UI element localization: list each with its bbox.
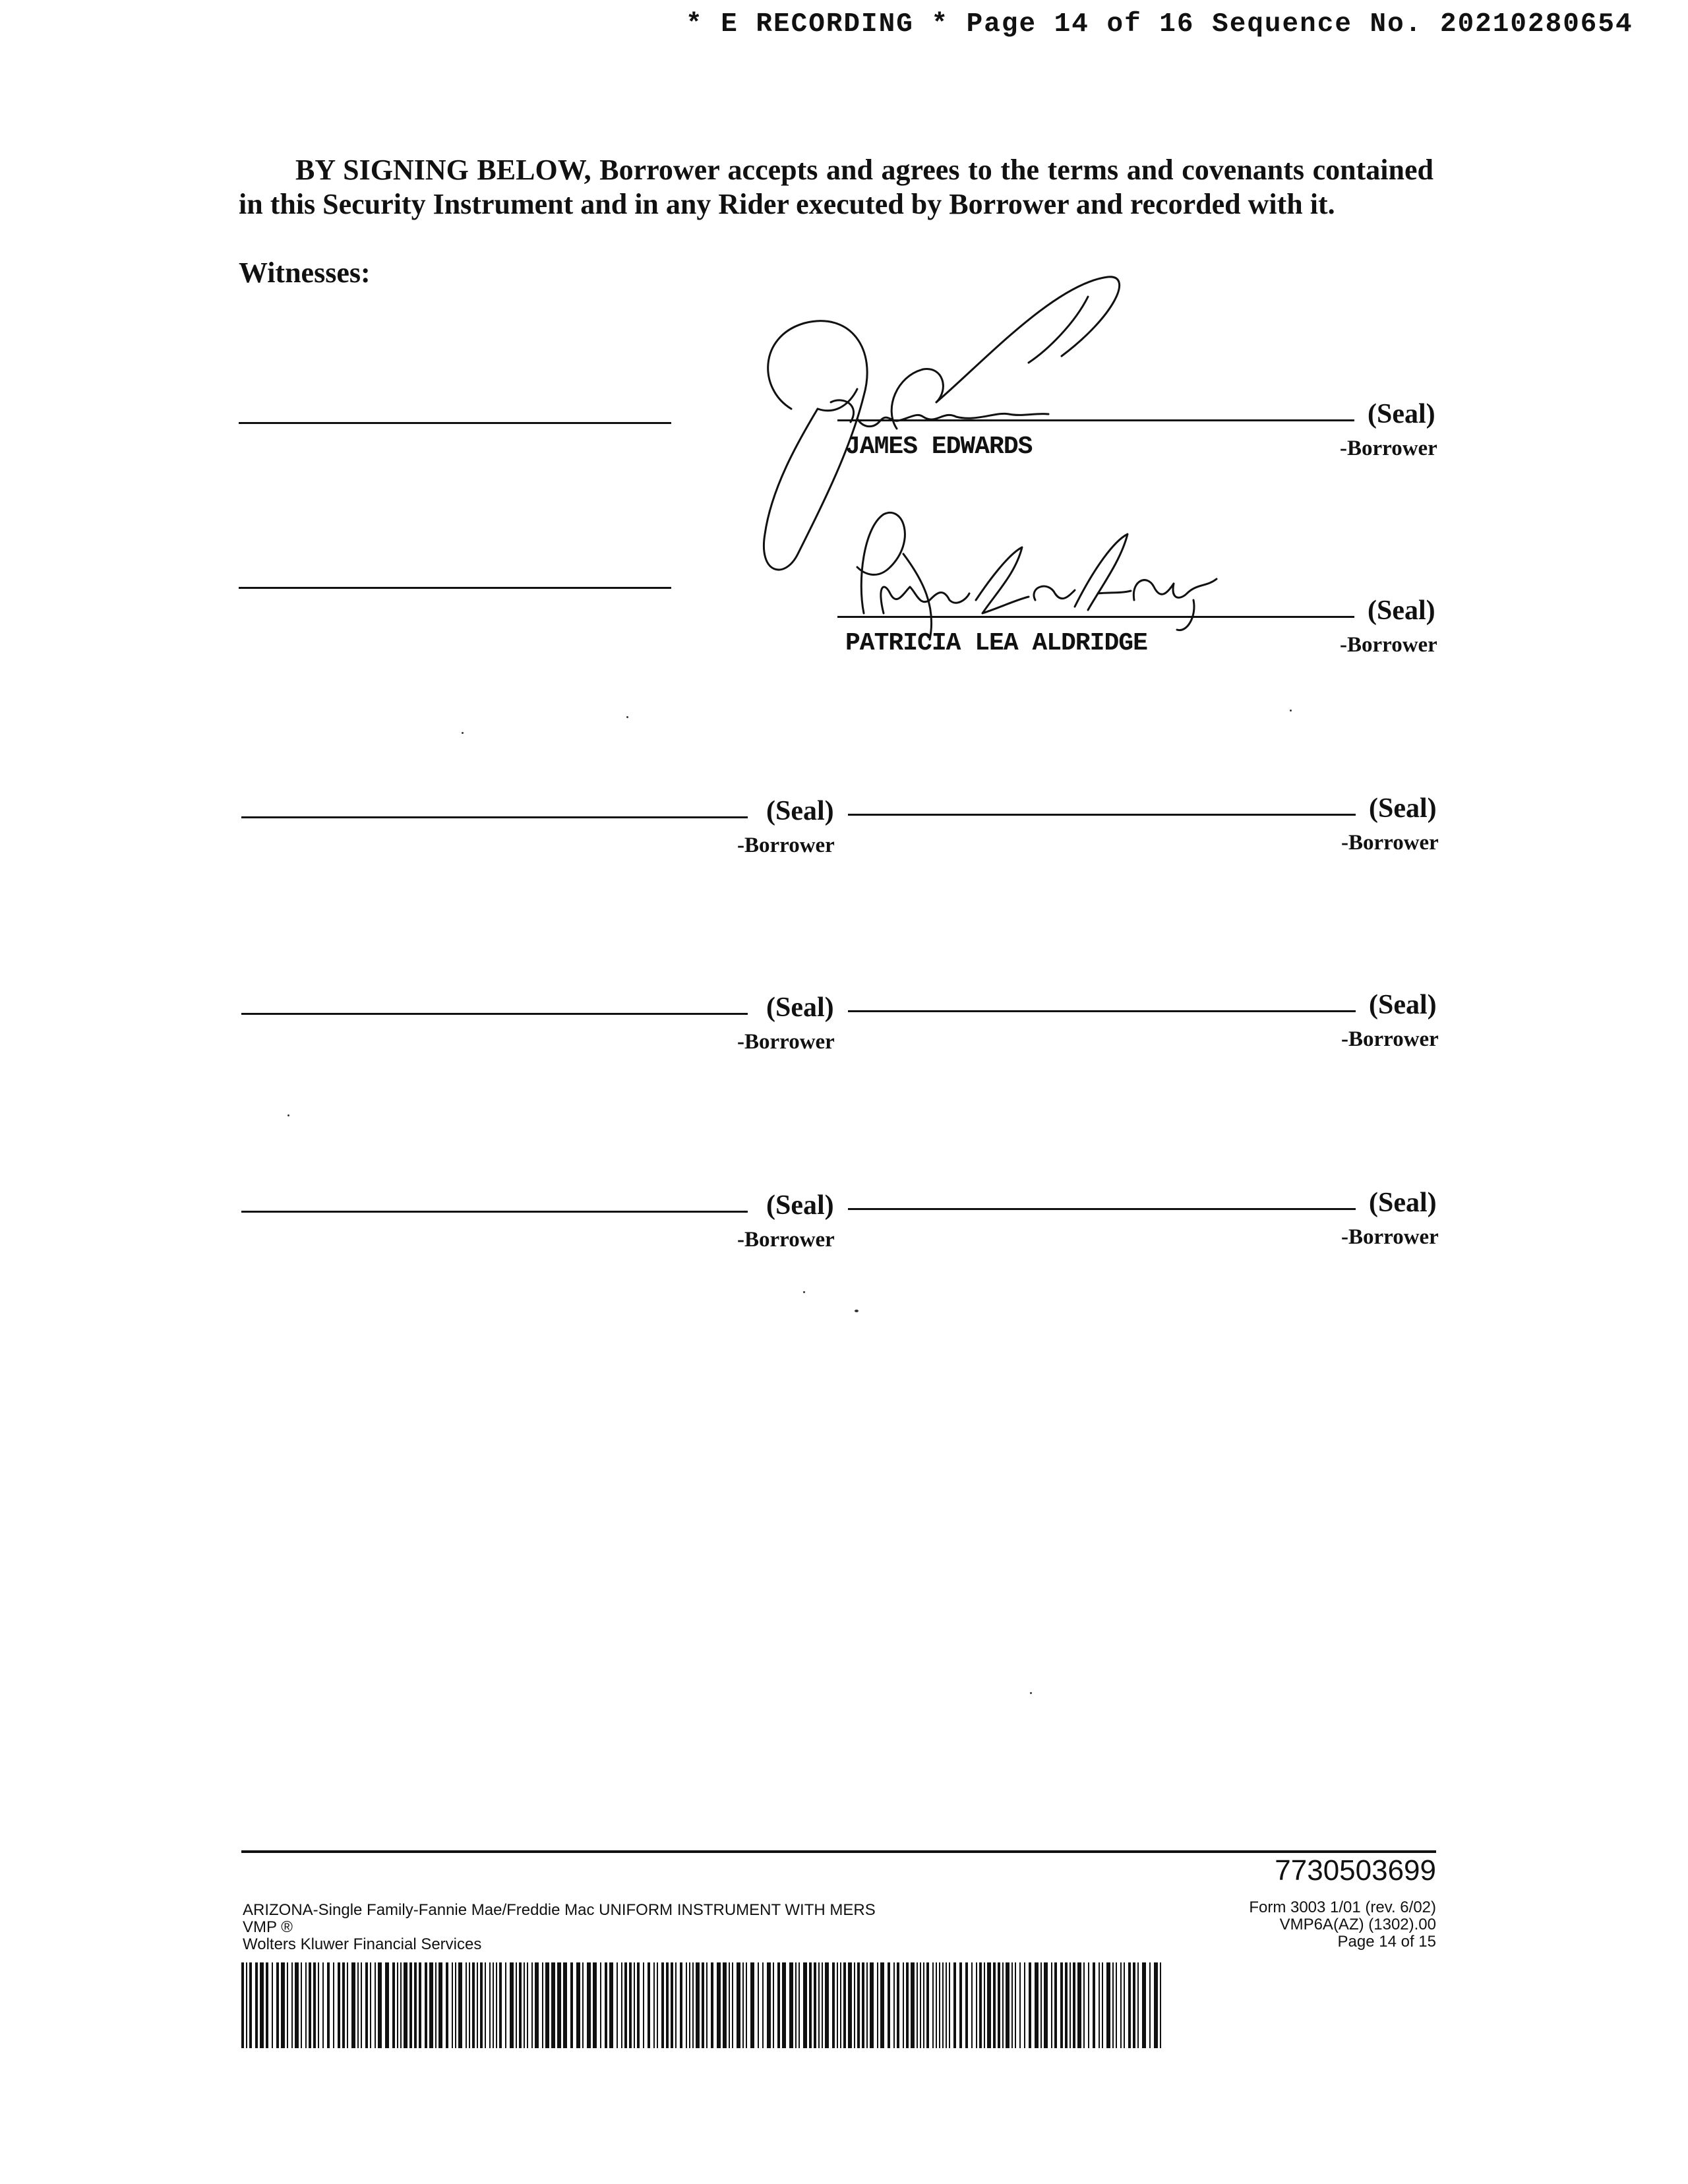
footer-form-info xyxy=(243,1902,876,1953)
barcode-bar xyxy=(1024,1962,1025,2048)
borrower-label: -Borrower xyxy=(1340,633,1437,657)
barcode-bar xyxy=(365,1962,368,2048)
barcode-bar xyxy=(291,1962,293,2048)
barcode-bar xyxy=(686,1962,687,2048)
barcode-bar xyxy=(837,1962,838,2048)
barcode-bar xyxy=(333,1962,334,2048)
barcode-bar xyxy=(519,1962,522,2048)
signature-james-edwards xyxy=(745,264,1167,580)
barcode-bar xyxy=(689,1962,690,2048)
barcode-bar xyxy=(249,1962,252,2048)
signature-line[interactable] xyxy=(241,816,748,818)
barcode-bar xyxy=(489,1962,491,2048)
barcode-bar xyxy=(866,1962,868,2048)
barcode-bar xyxy=(322,1962,324,2048)
barcode-bar xyxy=(357,1962,359,2048)
signature-line[interactable] xyxy=(241,1211,748,1213)
barcode-bar xyxy=(485,1962,486,2048)
barcode-bar xyxy=(706,1962,708,2048)
barcode-bar xyxy=(897,1962,899,2048)
barcode-bar xyxy=(524,1962,525,2048)
barcode-bar xyxy=(375,1962,376,2048)
barcode-bar xyxy=(832,1962,835,2048)
barcode-bar xyxy=(880,1962,884,2048)
barcode-bar xyxy=(702,1962,704,2048)
barcode-bar xyxy=(949,1962,950,2048)
barcode-bar xyxy=(732,1962,733,2048)
borrower-label: -Borrower xyxy=(1341,1027,1439,1051)
barcode-bar xyxy=(542,1962,543,2048)
barcode-bar xyxy=(971,1962,973,2048)
barcode-bar xyxy=(1006,1962,1010,2048)
borrower-label: -Borrower xyxy=(1341,1225,1439,1249)
barcode-bar xyxy=(557,1962,561,2048)
barcode-bar xyxy=(773,1962,774,2048)
barcode-bar xyxy=(338,1962,340,2048)
barcode-bar xyxy=(782,1962,786,2048)
barcode-bar xyxy=(939,1962,940,2048)
seal-label: (Seal) xyxy=(766,796,834,826)
barcode-bar xyxy=(260,1962,264,2048)
barcode-bar xyxy=(840,1962,841,2048)
barcode-bar xyxy=(634,1962,635,2048)
seal-label: (Seal) xyxy=(1369,990,1437,1020)
barcode-bar xyxy=(593,1962,597,2048)
barcode-bar xyxy=(361,1962,362,2048)
barcode-bar xyxy=(818,1962,820,2048)
barcode-bar xyxy=(857,1962,860,2048)
barcode-bar xyxy=(862,1962,864,2048)
barcode-bar xyxy=(469,1962,470,2048)
barcode-bar xyxy=(637,1962,640,2048)
barcode-bar xyxy=(301,1962,302,2048)
barcode-bar xyxy=(305,1962,307,2048)
barcode-bar xyxy=(814,1962,816,2048)
barcode-bar xyxy=(1154,1962,1158,2048)
barcode-bar xyxy=(327,1962,330,2048)
barcode-bar xyxy=(1128,1962,1131,2048)
barcode-bar xyxy=(1070,1962,1071,2048)
borrower-label: -Borrower xyxy=(737,834,835,857)
barcode-bar xyxy=(370,1962,371,2048)
barcode-bar xyxy=(1065,1962,1068,2048)
barcode-bar xyxy=(1099,1962,1100,2048)
barcode-bar xyxy=(347,1962,348,2048)
barcode-bar xyxy=(414,1962,417,2048)
witness-line-1[interactable] xyxy=(239,422,671,424)
barcode-bar xyxy=(446,1962,448,2048)
vmp-label: VMP ® xyxy=(243,1918,293,1936)
barcode-bar xyxy=(1149,1962,1151,2048)
barcode-bar xyxy=(600,1962,601,2048)
barcode-bar xyxy=(429,1962,433,2048)
barcode-bar xyxy=(342,1962,345,2048)
barcode-bar xyxy=(917,1962,918,2048)
barcode-bar xyxy=(809,1962,812,2048)
barcode-bar xyxy=(1035,1962,1039,2048)
barcode-bar xyxy=(617,1962,618,2048)
barcode-bar xyxy=(854,1962,855,2048)
witnesses-label: Witnesses: xyxy=(239,257,371,289)
barcode-bar xyxy=(1040,1962,1042,2048)
signature-line[interactable] xyxy=(848,814,1356,816)
barcode-bar xyxy=(923,1962,924,2048)
barcode-bar xyxy=(936,1962,937,2048)
signature-line[interactable] xyxy=(848,1010,1356,1012)
barcode-bar xyxy=(1077,1962,1081,2048)
barcode-bar xyxy=(404,1962,407,2048)
barcode xyxy=(241,1962,1164,2048)
barcode-bar xyxy=(758,1962,759,2048)
barcode-bar xyxy=(535,1962,539,2048)
scan-speck xyxy=(287,1114,289,1116)
barcode-bar xyxy=(959,1962,962,2048)
barcode-bar xyxy=(903,1962,904,2048)
borrower-name: PATRICIA LEA ALDRIDGE xyxy=(845,629,1147,657)
barcode-bar xyxy=(281,1962,285,2048)
signature-line[interactable] xyxy=(837,616,1354,618)
barcode-bar xyxy=(551,1962,555,2048)
barcode-bar xyxy=(946,1962,947,2048)
barcode-bar xyxy=(661,1962,664,2048)
scan-speck xyxy=(1290,710,1292,712)
barcode-bar xyxy=(621,1962,622,2048)
barcode-bar xyxy=(466,1962,467,2048)
barcode-bar xyxy=(870,1962,874,2048)
barcode-bar xyxy=(666,1962,669,2048)
seal-label: (Seal) xyxy=(1368,399,1435,429)
barcode-bar xyxy=(241,1962,244,2048)
barcode-bar xyxy=(480,1962,483,2048)
borrower-label: -Borrower xyxy=(1340,437,1437,460)
barcode-bar xyxy=(953,1962,956,2048)
barcode-bar xyxy=(680,1962,682,2048)
barcode-bar xyxy=(1093,1962,1095,2048)
barcode-bar xyxy=(452,1962,453,2048)
barcode-bar xyxy=(255,1962,258,2048)
barcode-bar xyxy=(438,1962,442,2048)
barcode-bar xyxy=(750,1962,754,2048)
barcode-bar xyxy=(795,1962,797,2048)
barcode-bar xyxy=(531,1962,533,2048)
barcode-bar xyxy=(762,1962,764,2048)
barcode-bar xyxy=(605,1962,607,2048)
barcode-bar xyxy=(742,1962,744,2048)
barcode-bar xyxy=(675,1962,677,2048)
barcode-bar xyxy=(729,1962,730,2048)
barcode-bar xyxy=(825,1962,829,2048)
barcode-bar xyxy=(496,1962,497,2048)
scan-speck xyxy=(626,716,628,718)
footer-rule xyxy=(241,1850,1436,1853)
barcode-bar xyxy=(425,1962,427,2048)
barcode-bar xyxy=(1160,1962,1161,2048)
loan-number: 7730503699 xyxy=(1275,1854,1436,1887)
barcode-bar xyxy=(1051,1962,1052,2048)
barcode-bar xyxy=(1112,1962,1114,2048)
barcode-bar xyxy=(505,1962,506,2048)
seal-label: (Seal) xyxy=(1369,1188,1437,1218)
barcode-bar xyxy=(657,1962,658,2048)
barcode-bar xyxy=(777,1962,780,2048)
barcode-bar xyxy=(527,1962,528,2048)
barcode-bar xyxy=(400,1962,402,2048)
barcode-bar xyxy=(409,1962,412,2048)
barcode-bar xyxy=(965,1962,968,2048)
form-title: ARIZONA-Single Family-Fannie Mae/Freddie Mac UNIFORM INSTRUMENT WITH MERS xyxy=(243,1901,876,1919)
barcode-bar xyxy=(1088,1962,1089,2048)
barcode-bar xyxy=(1142,1962,1146,2048)
barcode-bar xyxy=(477,1962,478,2048)
barcode-bar xyxy=(911,1962,915,2048)
barcode-bar xyxy=(920,1962,921,2048)
barcode-bar xyxy=(942,1962,944,2048)
barcode-bar xyxy=(1002,1962,1004,2048)
seal-label: (Seal) xyxy=(766,1190,834,1221)
barcode-bar xyxy=(510,1962,514,2048)
barcode-bar xyxy=(1015,1962,1016,2048)
barcode-bar xyxy=(287,1962,288,2048)
footer-form-codes xyxy=(1121,1899,1436,1951)
scan-speck xyxy=(1030,1692,1032,1694)
barcode-bar xyxy=(848,1962,852,2048)
barcode-bar xyxy=(976,1962,977,2048)
barcode-bar xyxy=(737,1962,740,2048)
page-number: Page 14 of 15 xyxy=(1337,1933,1436,1951)
barcode-bar xyxy=(516,1962,517,2048)
recording-header: * E RECORDING * Page 14 of 16 Sequence No. 20210280654 xyxy=(686,9,1633,40)
seal-label: (Seal) xyxy=(1369,793,1437,824)
barcode-bar xyxy=(629,1962,632,2048)
barcode-bar xyxy=(998,1962,1000,2048)
borrower-name: JAMES EDWARDS xyxy=(845,433,1033,461)
barcode-bar xyxy=(789,1962,793,2048)
barcode-bar xyxy=(692,1962,694,2048)
barcode-bar xyxy=(295,1962,299,2048)
seal-label: (Seal) xyxy=(766,992,834,1023)
barcode-bar xyxy=(643,1962,644,2048)
barcode-bar xyxy=(624,1962,627,2048)
barcode-bar xyxy=(993,1962,996,2048)
barcode-bar xyxy=(455,1962,456,2048)
seal-label: (Seal) xyxy=(1368,595,1435,626)
barcode-bar xyxy=(711,1962,713,2048)
barcode-bar xyxy=(472,1962,475,2048)
barcode-bar xyxy=(1073,1962,1075,2048)
barcode-bar xyxy=(987,1962,991,2048)
barcode-bar xyxy=(906,1962,909,2048)
barcode-bar xyxy=(351,1962,355,2048)
barcode-bar xyxy=(397,1962,398,2048)
barcode-bar xyxy=(696,1962,700,2048)
barcode-bar xyxy=(318,1962,319,2048)
barcode-bar xyxy=(385,1962,389,2048)
barcode-bar xyxy=(767,1962,771,2048)
scan-speck xyxy=(462,732,464,734)
barcode-bar xyxy=(272,1962,273,2048)
barcode-bar xyxy=(653,1962,655,2048)
barcode-bar xyxy=(799,1962,800,2048)
barcode-bar xyxy=(609,1962,613,2048)
barcode-bar xyxy=(1019,1962,1021,2048)
witness-line-2[interactable] xyxy=(239,587,671,589)
barcode-bar xyxy=(1124,1962,1125,2048)
signature-line[interactable] xyxy=(241,1013,748,1015)
barcode-bar xyxy=(843,1962,846,2048)
borrower-label: -Borrower xyxy=(737,1228,835,1252)
barcode-bar xyxy=(984,1962,985,2048)
barcode-bar xyxy=(266,1962,268,2048)
borrower-label: -Borrower xyxy=(737,1030,835,1054)
barcode-bar xyxy=(276,1962,279,2048)
barcode-bar xyxy=(582,1962,584,2048)
barcode-bar xyxy=(979,1962,982,2048)
barcode-bar xyxy=(1102,1962,1103,2048)
form-number: Form 3003 1/01 (rev. 6/02) xyxy=(1249,1898,1436,1916)
barcode-bar xyxy=(803,1962,807,2048)
barcode-bar xyxy=(1083,1962,1085,2048)
barcode-bar xyxy=(246,1962,247,2048)
barcode-bar xyxy=(392,1962,395,2048)
barcode-bar xyxy=(1133,1962,1135,2048)
barcode-bar xyxy=(419,1962,421,2048)
barcode-bar xyxy=(1054,1962,1057,2048)
barcode-bar xyxy=(309,1962,311,2048)
barcode-bar xyxy=(932,1962,934,2048)
barcode-bar xyxy=(877,1962,878,2048)
barcode-bar xyxy=(648,1962,650,2048)
barcode-bar xyxy=(926,1962,929,2048)
barcode-bar xyxy=(458,1962,462,2048)
barcode-bar xyxy=(893,1962,895,2048)
barcode-bar xyxy=(746,1962,747,2048)
barcode-bar xyxy=(493,1962,494,2048)
barcode-bar xyxy=(1137,1962,1139,2048)
barcode-bar xyxy=(570,1962,573,2048)
barcode-bar xyxy=(1044,1962,1048,2048)
barcode-bar xyxy=(1060,1962,1063,2048)
barcode-bar xyxy=(1029,1962,1031,2048)
barcode-bar xyxy=(563,1962,567,2048)
barcode-bar xyxy=(1116,1962,1117,2048)
barcode-bar xyxy=(576,1962,580,2048)
barcode-bar xyxy=(1106,1962,1110,2048)
barcode-bar xyxy=(435,1962,437,2048)
scan-speck xyxy=(803,1291,805,1293)
barcode-bar xyxy=(723,1962,727,2048)
barcode-bar xyxy=(587,1962,591,2048)
barcode-bar xyxy=(717,1962,721,2048)
barcode-bar xyxy=(822,1962,823,2048)
intro-paragraph: BY SIGNING BELOW, Borrower accepts and agrees to the terms and covenants contained in this Security Instrument and in any Rider executed by Borrower and recorded with it. xyxy=(239,154,1433,220)
barcode-bar xyxy=(1011,1962,1013,2048)
publisher-name: Wolters Kluwer Financial Services xyxy=(243,1935,482,1953)
barcode-bar xyxy=(671,1962,673,2048)
barcode-bar xyxy=(313,1962,316,2048)
barcode-bar xyxy=(888,1962,890,2048)
signature-line[interactable] xyxy=(848,1208,1356,1210)
barcode-bar xyxy=(499,1962,502,2048)
barcode-bar xyxy=(378,1962,382,2048)
barcode-bar xyxy=(1120,1962,1122,2048)
signature-line[interactable] xyxy=(837,419,1354,421)
scan-speck xyxy=(855,1310,859,1312)
barcode-bar xyxy=(545,1962,549,2048)
borrower-label: -Borrower xyxy=(1341,831,1439,855)
form-code: VMP6A(AZ) (1302).00 xyxy=(1279,1916,1436,1933)
